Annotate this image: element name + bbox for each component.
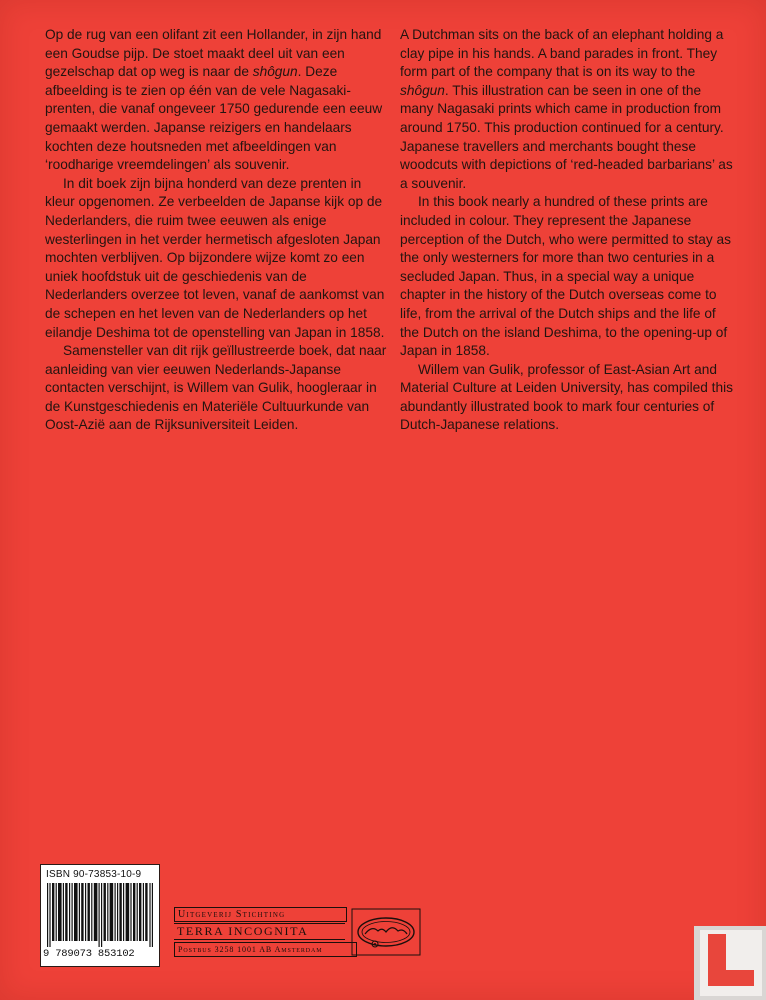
publisher-emblem-icon (350, 907, 422, 957)
isbn-barcode-label (40, 864, 160, 967)
english-paragraph-2: In this book nearly a hundred of these prints are included in colour. They represent the Japanese perception of the Dutch, who were permitted to stay as the only westerners for more than two centuries in a secluded Japan. Thus, in a special way a unique chapter in the history of the Dutch overseas come to life, from the arrival of the Dutch ships and the life of the Dutch on the island Deshima, to the opening-up of Japan in 1858. (400, 194, 731, 359)
dutch-paragraph-2: In dit boek zijn bijna honderd van deze prenten in kleur opgenomen. Ze verbeelden de Japanse kijk op de Nederlanders, die ruim twee eeuwen als enige westerlingen in het verder hermetisch afgesloten Japan mochten verblijven. Op bijzondere wijze komt zo een uniek hoofdstuk uit de geschiedenis van de Nederlanders overzee tot leven, vanaf de aankomst van de schepen en het leven van de Nederlanders op het eilandje Deshima tot de openstelling van Japan in 1858. (45, 175, 385, 340)
english-p1-text: A Dutchman sits on the back of an elephant holding a clay pipe in his hands. A band parades in front. They form part of the company that is on its way to the (400, 27, 724, 80)
barcode-icon (47, 883, 153, 947)
english-paragraph-1 (400, 26, 735, 193)
barcode-digits: 9 789073 853102 (43, 948, 135, 960)
publisher-name: TERRA INCOGNITA (174, 923, 345, 940)
dutch-p1-text-cont: . Deze afbeelding is te zien op één van de vele Nagasaki-prenten, die vanaf ongeveer 1750 gedurende een eeuw gemaakt werden. Japanse reizigers en handelaars kochten deze houtsneden met afbeeldingen van ‘roodharige vreemdelingen’ als souvenir. (45, 64, 383, 173)
publisher-l-logo-icon (694, 926, 766, 1000)
english-paragraph-3: Willem van Gulik, professor of East-Asian Art and Material Culture at Leiden University, has compiled this abundantly illustrated book to mark four centuries of Dutch-Japanese relations. (400, 361, 733, 433)
english-p1-text-cont: . This illustration can be seen in one of the many Nagasaki prints which came in production from around 1750. This production continued for a century. Japanese travellers and merchants bought these woodcuts with depictions of ‘red-headed barbarians’ as a souvenir. (400, 82, 733, 191)
english-p1-emphasis: shôgun (400, 82, 445, 98)
publisher-label: Uitgeverij Stichting (174, 907, 347, 922)
dutch-p1-text: Op de rug van een olifant zit een Hollander, in zijn hand een Goudse pijp. De stoet maakt deel uit van een gezelschap dat op weg is naar de (45, 27, 382, 80)
english-column (400, 26, 735, 435)
publisher-address: Postbus 3258 1001 AB Amsterdam (174, 942, 357, 957)
publisher-imprint (174, 907, 419, 961)
dutch-column (45, 26, 388, 435)
dutch-paragraph-3: Samensteller van dit rijk geïllustreerde boek, dat naar aanleiding van vier eeuwen Nederlands-Japanse contacten verschijnt, is Willem van Gulik, hoogleraar in de Kunstgeschiedenis en Materiële Cultuurkunde van Oost-Azië aan de Rijksuniversiteit Leiden. (45, 343, 387, 433)
dutch-paragraph-1 (45, 26, 388, 175)
dutch-p1-emphasis: shôgun (252, 64, 298, 80)
isbn-number: ISBN 90-73853-10-9 (46, 869, 142, 880)
